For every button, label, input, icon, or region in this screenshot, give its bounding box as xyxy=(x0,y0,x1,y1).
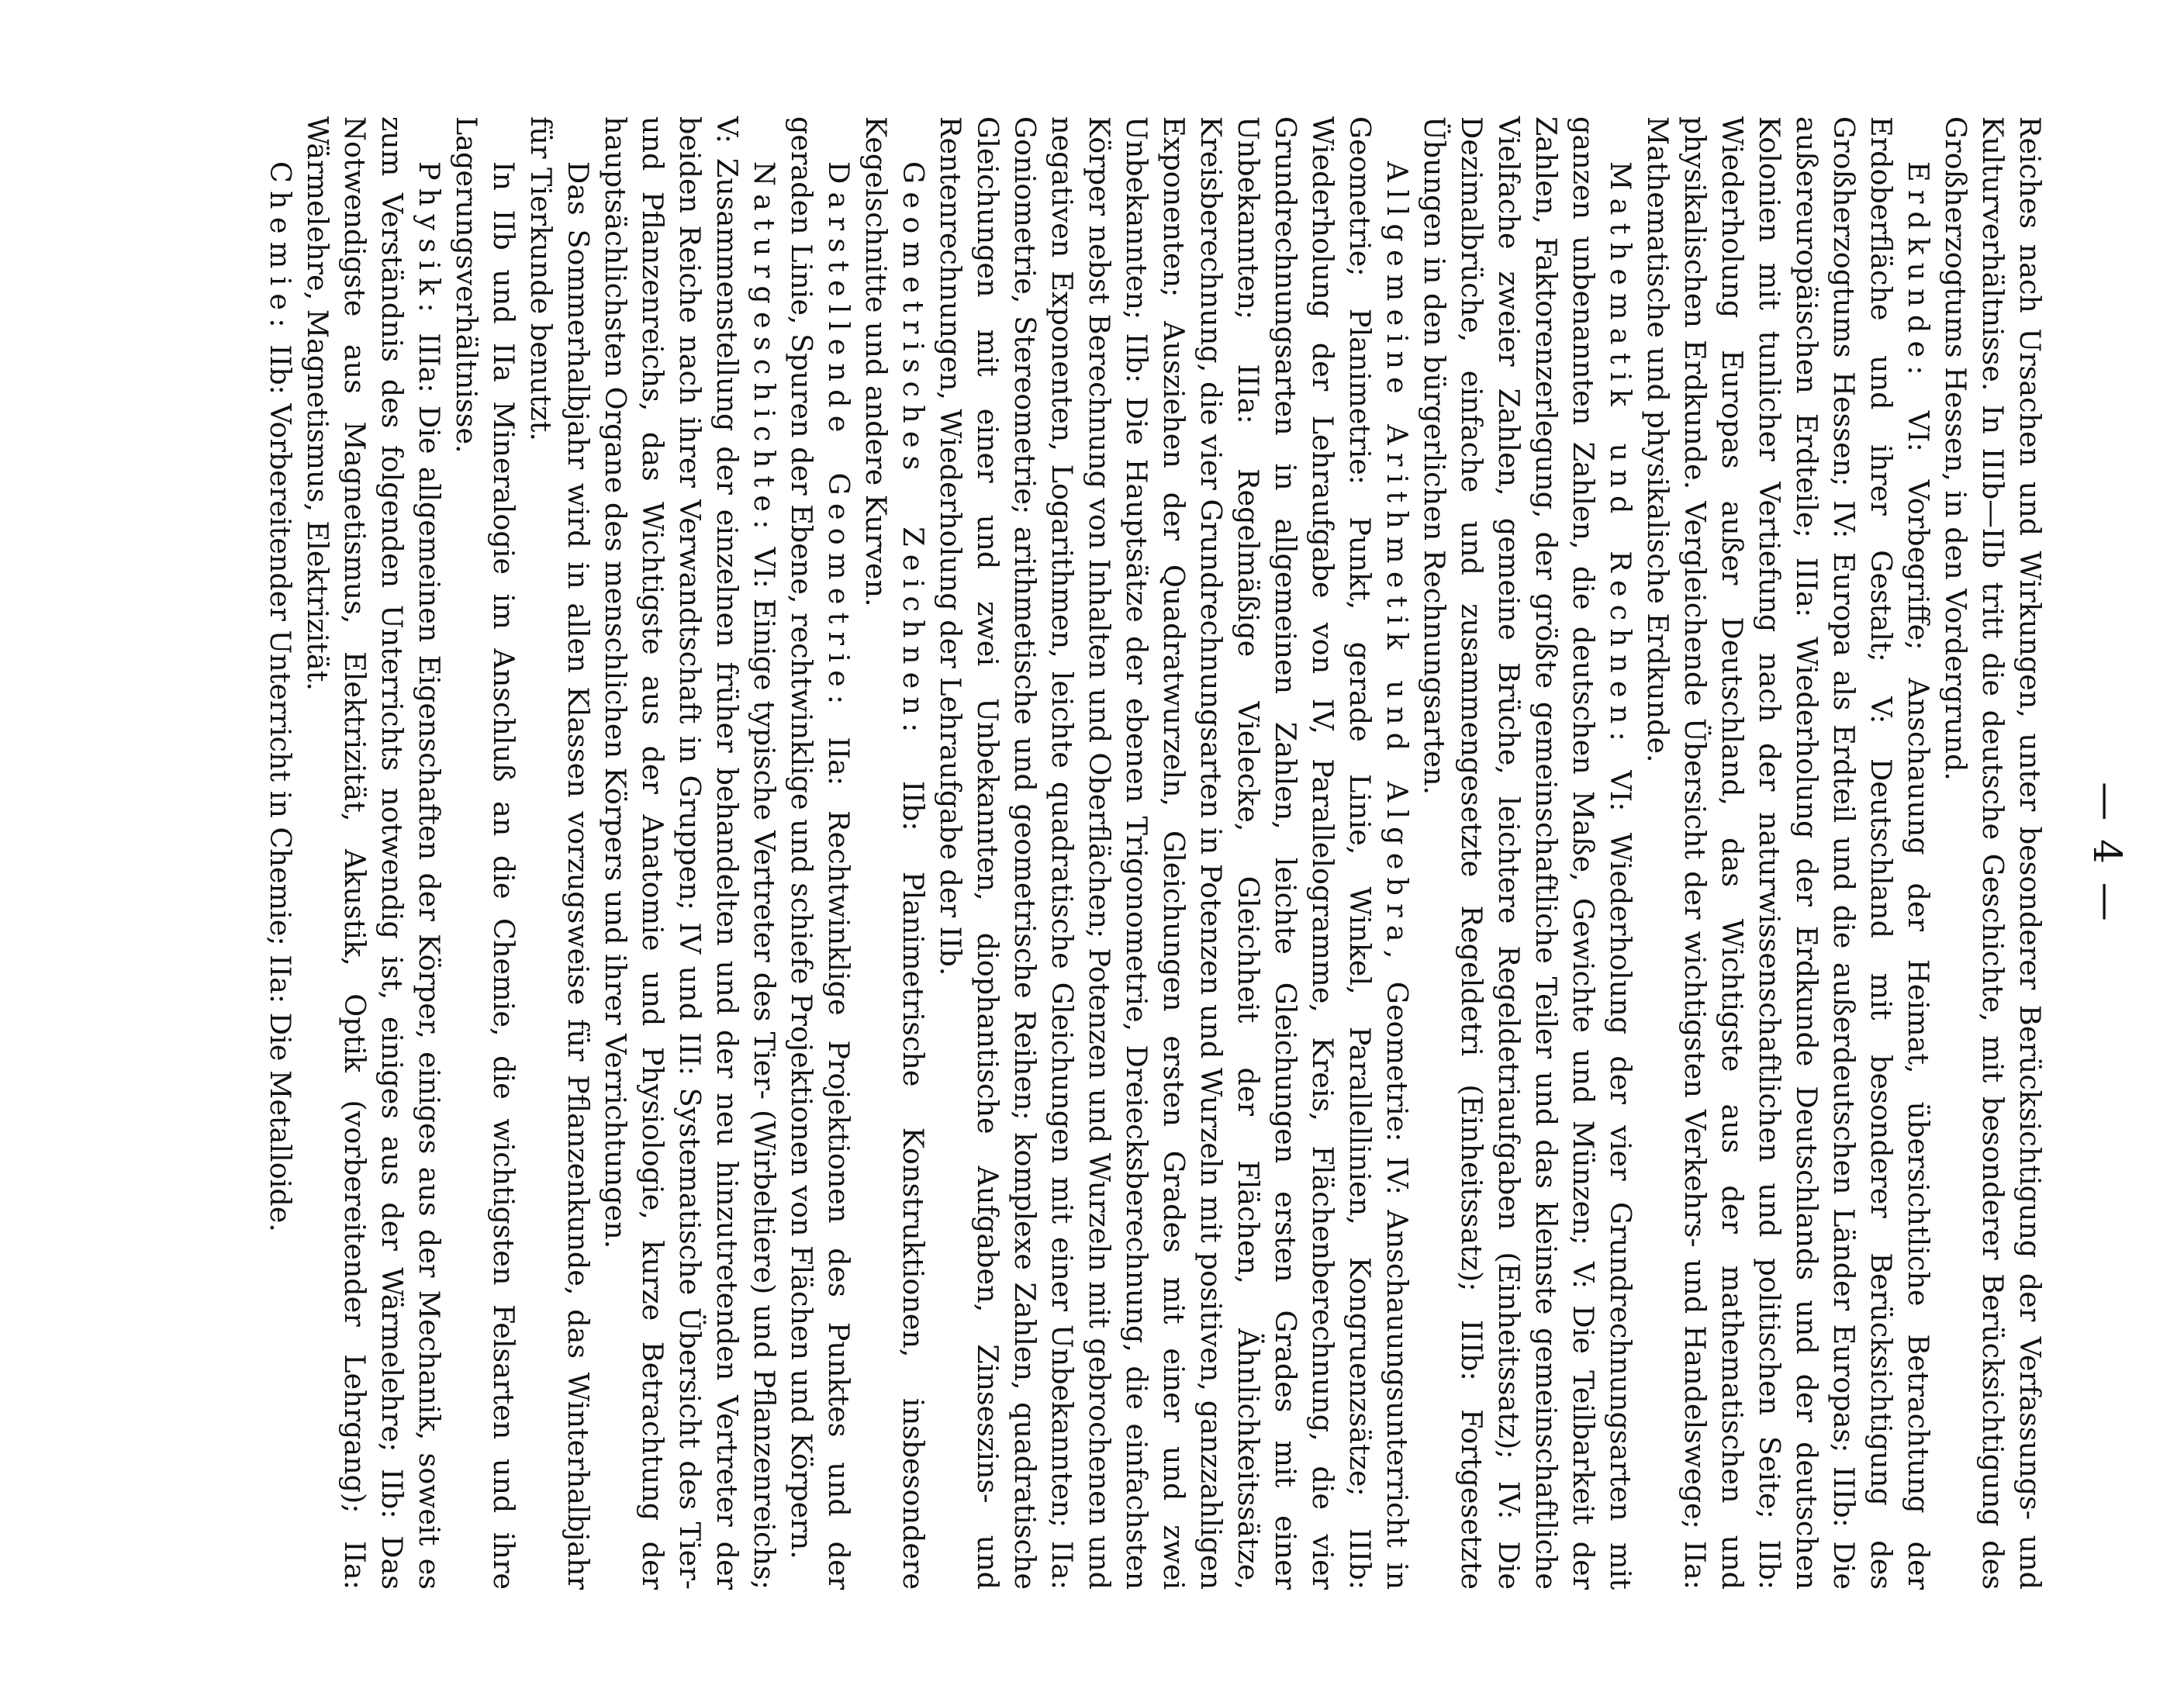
subject-heading: Geometrisches Zeichnen: xyxy=(897,161,930,741)
subject-heading: Naturgeschichte: xyxy=(748,161,781,537)
subject-heading: Erdkunde: xyxy=(1902,161,1935,383)
paragraph xyxy=(783,116,857,1590)
paragraph xyxy=(1639,116,1937,1590)
page-number: — 4 — xyxy=(2085,782,2130,924)
paragraph-text: VI: Vorbegriffe; Anschauung der Heimat, übersichtliche Betrachtung der Erdoberfläche und ihrer Gestalt; V: Deutschland mit besonderer Berücksichtigung des Großherzogtums Hessen; IV: Europa als Erdteil und die außerdeutschen Länder Europas; IIIb: Die außereuropäischen Erdteile; IIIa: Wiederholung der Erdkunde Deutschlands und der deutschen Kolonien mit tunlicher Vertiefung nach der naturwissenschaftlichen und politischen Seite; IIb: Wiederholung Europas außer Deutschland, das Wichtigste aus der mathematischen und physikalischen Erdkunde. Vergleichende Übersicht der wichtigsten Verkehrs- und Handelswege; IIa: Mathematische und physikalische Erdkunde. xyxy=(1641,116,1935,1590)
paragraph-text: IIIa: Die allgemeinen Eigenschaften der Körper, einiges aus der Mechanik, soweit es zum Verständnis des folgenden Unterrichts notwendig ist, einiges aus der Wärmelehre; IIb: Das Notwendigste aus Magnetismus, Elektrizität, Akustik, Optik (vorbereitender Lehrgang); IIa: Wärmelehre, Magnetismus, Elektrizität. xyxy=(301,116,446,1590)
paragraph xyxy=(299,116,448,1590)
body-text xyxy=(261,116,2048,1590)
paragraph-text: IIb: Vorbereitender Unterricht in Chemie; IIa: Die Metalloide. xyxy=(264,335,297,1232)
paragraph-text: VI: Wiederholung der vier Grundrechnungsarten mit ganzen unbenannten Zahlen, die deutschen Maße, Gewichte und Münzen; V: Die Teilbarkeit der Zahlen, Faktorenzerlegung, der größte gemeinschaftliche Teiler und das kleinste gemeinschaftliche Vielfache zweier Zahlen, gemeine Brüche, leichtere Regeldetriaufgaben (Einheitssatz); IV: Die Dezimalbrüche, einfache und zusammengesetzte Regeldetri (Einheitssatz); IIIb: Fortgesetzte Übungen in den bürgerlichen Rechnungsarten. xyxy=(1418,116,1637,1590)
paragraph-text: Geometrie: IV: Anschauungsunterricht in Geometrie; Planimetrie: Punkt, gerade Linie, Winkel, Parallellinien, Kongruenzsätze; IIIb: Wiederholung der Lehraufgabe von IV, Parallelogramme, Kreis, Flächenberechnung, die vier Grundrechnungsarten in allgemeinen Zahlen, leichte Gleichungen ersten Grades mit einer Unbekannten; IIIa: Regelmäßige Vielecke, Gleichheit der Flächen, Ähnlichkeitssätze, Kreisberechnung, die vier Grundrechnungsarten in Potenzen und Wurzeln mit positiven, ganzzahligen Exponenten; Ausziehen der Quadratwurzeln, Gleichungen ersten Grades mit einer und zwei Unbekannten; IIb: Die Hauptsätze der ebenen Trigonometrie, Dreiecksberechnung, die einfachsten Körper nebst Berechnung von Inhalten und Oberflächen; Potenzen und Wurzeln mit gebrochenen und negativen Exponenten, Logarithmen, leichte quadratische Gleichungen mit einer Unbekannten; IIa: Goniometrie, Stereometrie; arithmetische und geometrische Reihen; komplexe Zahlen, quadratische Gleichungen mit einer und zwei Unbekannten, diophantische Aufgaben, Zinseszins- und Rentenrechnungen, Wiederholung der Lehraufgabe der IIb. xyxy=(934,116,1414,1590)
paragraph-text: Reiches nach Ursachen und Wirkungen, unter besonderer Berücksichtigung der Verfassungs- und Kulturverhältnisse. In IIIb—IIb tritt die deutsche Geschichte, mit besonderer Berücksichtigung des Großherzogtums Hessen, in den Vordergrund. xyxy=(1939,116,2047,1590)
subject-heading: Allgemeine Arithmetik und Algebra, xyxy=(1381,161,1414,967)
paragraph xyxy=(522,116,596,1590)
paragraph xyxy=(1415,116,1639,1590)
paragraph xyxy=(1937,116,2048,1590)
paragraph xyxy=(857,116,931,1590)
paragraph-text: IIb: Planimetrische Konstruktionen, insbesondere Kegelschnitte und andere Kurven. xyxy=(859,116,930,1590)
subject-heading: Darstellende Geometrie: xyxy=(822,161,855,713)
paragraph xyxy=(448,116,522,1590)
paragraph xyxy=(931,116,1415,1590)
paragraph-text: In IIb und IIa Mineralogie im Anschluß an die Chemie, die wichtigsten Felsarten und ihre Lagerungsverhältnisse. xyxy=(450,116,520,1590)
subject-heading: Chemie: xyxy=(264,161,297,336)
paragraph-text: Das Sommerhalbjahr wird in allen Klassen vorzugsweise für Pflanzenkunde, das Winterhalbjahr für Tierkunde benutzt. xyxy=(524,116,595,1590)
paragraph xyxy=(596,116,783,1590)
subject-heading: Mathematik und Rechnen: xyxy=(1604,161,1637,749)
paragraph-text: IIa: Rechtwinklige Projektionen des Punktes und der geraden Linie, Spuren der Ebene, rechtwinklige und schiefe Projektionen von Flächen und Körpern. xyxy=(785,116,855,1590)
paragraph-text: VI: Einige typische Vertreter des Tier- (Wirbeltiere) und Pflanzenreichs; V: Zusammenstellung der einzelnen früher behandelten und der neu hinzutretenden Vertreter der beiden Reiche nach ihrer Verwandtschaft in Gruppen; IV und III: Systematische Übersicht des Tier- und Pflanzenreichs, das Wichtigste aus der Anatomie und Physiologie, kurze Betrachtung der hauptsächlichsten Organe des menschlichen Körpers und ihrer Verrichtungen. xyxy=(599,116,781,1590)
paragraph xyxy=(261,116,299,1590)
subject-heading: Physik: xyxy=(413,161,446,321)
